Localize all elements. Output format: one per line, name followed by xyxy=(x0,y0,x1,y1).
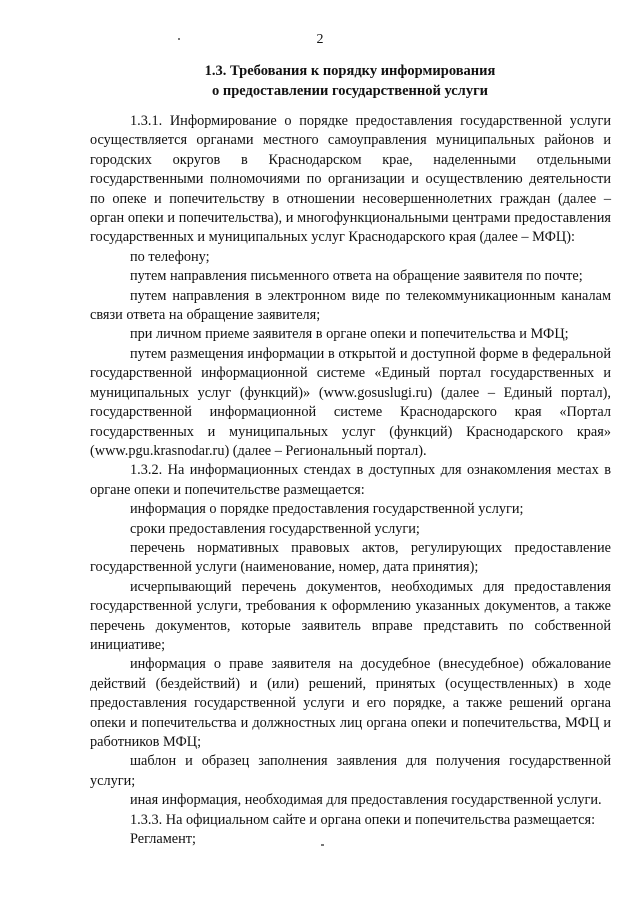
paragraph: перечень нормативных правовых актов, регулирующих предоставление государственной услуги (наименование, номер, дата принятия); xyxy=(90,539,611,576)
paragraph: по телефону; xyxy=(130,248,210,265)
scan-speck xyxy=(321,844,324,846)
paragraph: Регламент; xyxy=(130,831,196,848)
paragraph: путем направления письменного ответа на обращение заявителя по почте; xyxy=(130,268,583,285)
scan-speck xyxy=(178,38,180,40)
paragraph: иная информация, необходимая для предоставления государственной услуги. xyxy=(130,792,602,809)
paragraph: информация о порядке предоставления государственной услуги; xyxy=(130,501,524,518)
section-heading xyxy=(90,61,610,101)
paragraph: при личном приеме заявителя в органе опеки и попечительства и МФЦ; xyxy=(130,326,569,343)
heading-line-2: о предоставлении государственной услуги xyxy=(211,83,489,99)
paragraph: путем направления в электронном виде по телекоммуникационным каналам связи ответа на обращение заявителя; xyxy=(90,287,611,324)
heading-line-1: 1.3. Требования к порядку информирования xyxy=(204,63,496,79)
paragraph: путем размещения информации в открытой и доступной форме в федеральной государственной информационной системе «Единый портал государственных и муниципальных услуг (функций)» (www.gosuslugi.ru) (далее – Единый портал), государственной информационной системе Краснодарского края «Портал государственных и муниципальных услуг (функций) Краснодарского края» (www.pgu.krasnodar.ru) (далее – Региональный портал). xyxy=(90,345,611,459)
paragraph: 1.3.3. На официальном сайте и органа опеки и попечительства размещается: xyxy=(130,811,596,828)
paragraph: 1.3.2. На информационных стендах в доступных для ознакомления местах в органе опеки и попечительстве размещается: xyxy=(90,462,611,498)
paragraph: сроки предоставления государственной услуги; xyxy=(130,520,420,537)
paragraph: шаблон и образец заполнения заявления для получения государственной услуги; xyxy=(90,753,611,789)
page-number: 2 xyxy=(316,32,324,47)
paragraph: 1.3.1. Информирование о порядке предоставления государственной услуги осуществляется органами местного самоуправления муниципальных районов и городских округов в Краснодарском крае, наделенными отдельными государственными полномочиями по организации и осуществлению деятельности по опеке и попечительству в отношении несовершеннолетних граждан (далее – орган опеки и попечительства), и многофункциональными центрами предоставления государственных и муниципальных услуг Краснодарского края (далее – МФЦ): xyxy=(90,113,611,246)
document-body xyxy=(90,112,611,849)
paragraph: исчерпывающий перечень документов, необходимых для предоставления государственной услуги, требования к оформлению указанных документов, а также перечень документов, которые заявитель вправе представить по собственной инициативе; xyxy=(90,578,611,653)
paragraph: информация о праве заявителя на досудебное (внесудебное) обжалование действий (бездействий) и (или) решений, принятых (осуществленных) в ходе предоставления государственной услуги и его порядке, а также решений органа опеки и попечительства и должностных лиц органа опеки и попечительства, МФЦ и работников МФЦ; xyxy=(90,656,611,750)
